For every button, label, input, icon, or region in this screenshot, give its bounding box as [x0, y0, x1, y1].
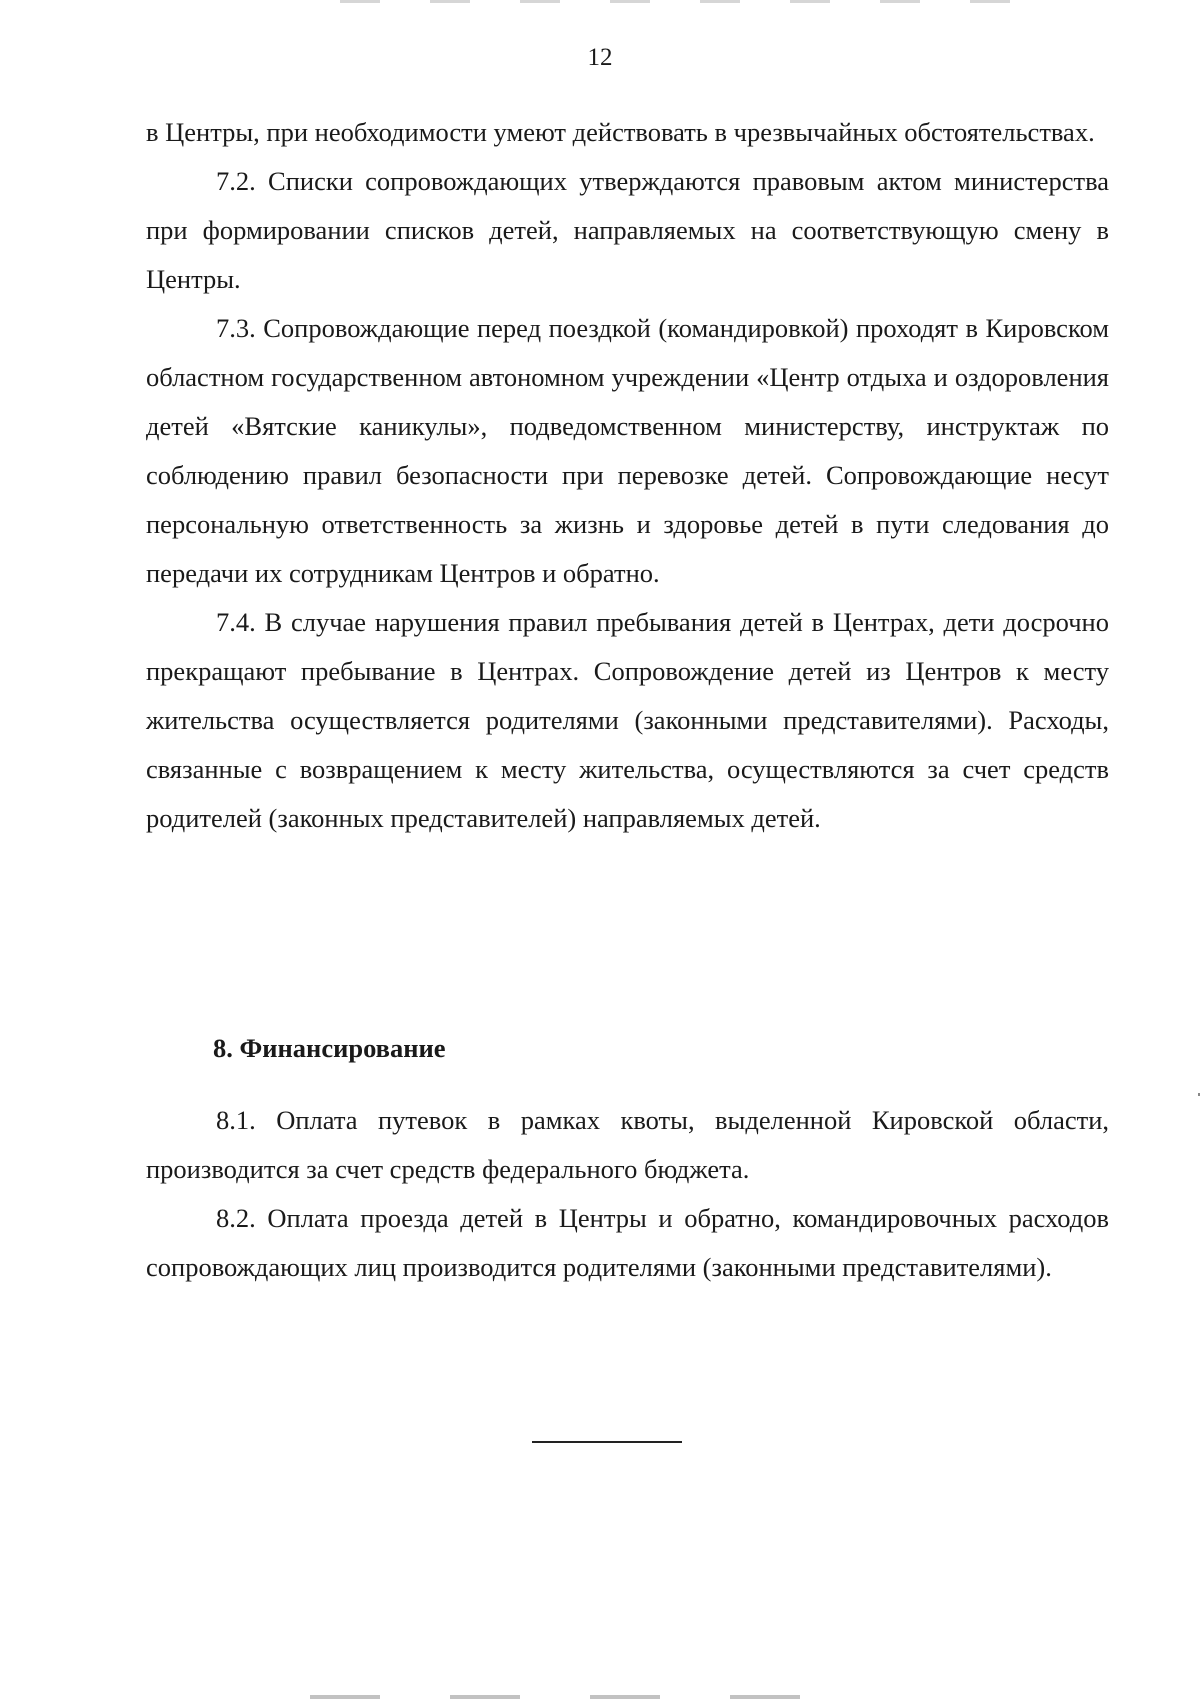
section-8-heading: 8. Финансирование: [213, 1033, 446, 1063]
section-7-body: [146, 108, 1109, 843]
paragraph-8-1: 8.1. Оплата путевок в рамках квоты, выделенной Кировской области, производится за счет средств федерального бюджета.: [146, 1105, 1109, 1184]
paragraph-7-2: 7.2. Списки сопровождающих утверждаются правовым актом министерства при формировании списков детей, направляемых на соответствующую смену в Центры.: [146, 166, 1109, 294]
paragraph-7-3: 7.3. Сопровождающие перед поездкой (командировкой) проходят в Кировском областном государственном автономном учреждении «Центр отдыха и оздоровления детей «Вятские каникулы», подведомственном министерству, инструктаж по соблюдению правил безопасности при перевозке детей. Сопровождающие несут персональную ответственность за жизнь и здоровье детей в пути следования до передачи их сотрудникам Центров и обратно.: [146, 313, 1109, 588]
scan-artifact-top: [340, 0, 1060, 3]
scan-artifact-bottom: [310, 1695, 830, 1699]
paragraph-7-4: 7.4. В случае нарушения правил пребывания детей в Центрах, дети досрочно прекращают пребывание в Центрах. Сопровождение детей из Центров к месту жительства осуществляется родителями (законными представителями). Расходы, связанные с возвращением к месту жительства, осуществляются за счет средств родителей (законных представителей) направляемых детей.: [146, 607, 1109, 833]
page-number: 12: [587, 44, 613, 71]
paragraph-8-2: 8.2. Оплата проезда детей в Центры и обратно, командировочных расходов сопровождающих лиц производится родителями (законными представителями).: [146, 1203, 1109, 1282]
end-of-document-rule: [532, 1441, 682, 1443]
section-8-body: [146, 1096, 1109, 1292]
paragraph-continuation: в Центры, при необходимости умеют действовать в чрезвычайных обстоятельствах.: [146, 117, 1095, 147]
